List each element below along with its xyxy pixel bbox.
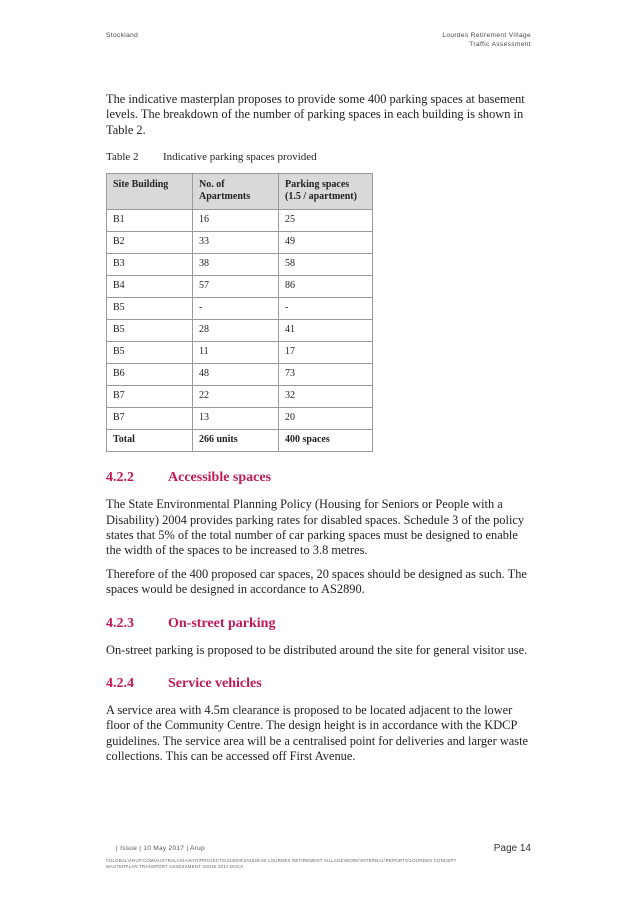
- table-row: [107, 254, 373, 276]
- on-street-parking-paragraph: On-street parking is proposed to be distributed around the site for general visitor use.: [106, 642, 528, 657]
- cell-spaces: 49: [279, 232, 373, 254]
- cell-spaces: 58: [279, 254, 373, 276]
- cell-spaces: 25: [279, 210, 373, 232]
- table-row: [107, 386, 373, 408]
- cell-apartments: 13: [193, 408, 279, 430]
- section-heading-accessible-spaces: [106, 470, 532, 486]
- header-apartments: No. of Apartments: [193, 174, 279, 210]
- footer-file-path: \\GLOBAL\ARUP.COM\AUSTRALASIA\SYD\PROJECTS\244000\244028-00 LOURDES RETIREMENT VILLAGE\WORK\INTERNAL\REPORTS\LOURDES CONCEPT MASTERPLAN TRANSPORT ASSESSMENT ISSUE 2017.DOCX: [106, 858, 457, 869]
- table-row: [107, 320, 373, 342]
- cell-building: B5: [107, 320, 193, 342]
- cell-building: B1: [107, 210, 193, 232]
- section-title: Accessible spaces: [168, 470, 272, 486]
- page-content: [106, 92, 532, 765]
- table-total-row: [107, 430, 373, 452]
- header-company: Stockland: [106, 32, 139, 39]
- cell-building: B7: [107, 386, 193, 408]
- section-title: Service vehicles: [168, 676, 262, 692]
- cell-apartments: 11: [193, 342, 279, 364]
- table-row: [107, 364, 373, 386]
- cell-building: B4: [107, 276, 193, 298]
- footer-issue-info: | Issue | 10 May 2017 | Arup: [116, 845, 205, 852]
- table-caption-title: Indicative parking spaces provided: [163, 151, 317, 164]
- cell-spaces: 20: [279, 408, 373, 430]
- section-heading-service-vehicles: [106, 676, 532, 692]
- table-row: [107, 408, 373, 430]
- table-caption: [106, 151, 532, 163]
- cell-building: B5: [107, 342, 193, 364]
- table-row: [107, 210, 373, 232]
- header-report-title: Traffic Assessment: [469, 41, 531, 48]
- section-number: 4.2.4: [106, 676, 134, 692]
- section-heading-on-street-parking: [106, 616, 532, 632]
- cell-building: B6: [107, 364, 193, 386]
- header-parking-spaces: Parking spaces (1.5 / apartment): [279, 174, 373, 210]
- cell-apartments: 22: [193, 386, 279, 408]
- cell-building: B7: [107, 408, 193, 430]
- table-row: [107, 298, 373, 320]
- table-caption-number: Table 2: [106, 151, 139, 164]
- parking-table: [106, 173, 373, 452]
- header-site-building: Site Building: [107, 174, 193, 210]
- cell-apartments: 33: [193, 232, 279, 254]
- cell-spaces: 41: [279, 320, 373, 342]
- section-title: On-street parking: [168, 615, 276, 631]
- cell-apartments: 38: [193, 254, 279, 276]
- cell-spaces: -: [279, 298, 373, 320]
- cell-total-spaces: 400 spaces: [279, 430, 373, 452]
- table-row: [107, 342, 373, 364]
- cell-apartments: 48: [193, 364, 279, 386]
- intro-paragraph: The indicative masterplan proposes to provide some 400 parking spaces at basement levels. The breakdown of the number of parking spaces in each building is shown in Table 2.: [106, 92, 525, 137]
- cell-total-label: Total: [107, 430, 193, 452]
- cell-spaces: 73: [279, 364, 373, 386]
- section-number: 4.2.2: [106, 470, 134, 486]
- cell-building: B3: [107, 254, 193, 276]
- cell-spaces: 32: [279, 386, 373, 408]
- table-header-row: [107, 174, 373, 210]
- header-project-title: Lourdes Retirement Village: [442, 32, 531, 39]
- cell-building: B2: [107, 232, 193, 254]
- cell-building: B5: [107, 298, 193, 320]
- table-row: [107, 232, 373, 254]
- cell-apartments: -: [193, 298, 279, 320]
- header-project: [442, 31, 531, 49]
- page-number: Page 14: [493, 843, 531, 854]
- cell-apartments: 57: [193, 276, 279, 298]
- accessible-spaces-paragraph-2: Therefore of the 400 proposed car spaces, 20 spaces should be designed as such. The spaces would be designed in accordance to AS2890.: [106, 566, 527, 597]
- section-number: 4.2.3: [106, 615, 134, 631]
- cell-apartments: 16: [193, 210, 279, 232]
- cell-spaces: 17: [279, 342, 373, 364]
- cell-apartments: 28: [193, 320, 279, 342]
- table-row: [107, 276, 373, 298]
- cell-total-apartments: 266 units: [193, 430, 279, 452]
- service-vehicles-paragraph: A service area with 4.5m clearance is proposed to be located adjacent to the lower floor of the Community Centre. The design height is in accordance with the KDCP guidelines. The service area will be a centralised point for deliveries and larger waste collections. This can be accessed off First Avenue.: [106, 703, 529, 764]
- cell-spaces: 86: [279, 276, 373, 298]
- accessible-spaces-paragraph-1: The State Environmental Planning Policy (Housing for Seniors or People with a Disability) 2004 provides parking rates for disabled spaces. Schedule 3 of the policy states that 5% of the total number of car parking spaces must be designed to enable the width of the spaces to be increased to 3.8 metres.: [106, 497, 525, 558]
